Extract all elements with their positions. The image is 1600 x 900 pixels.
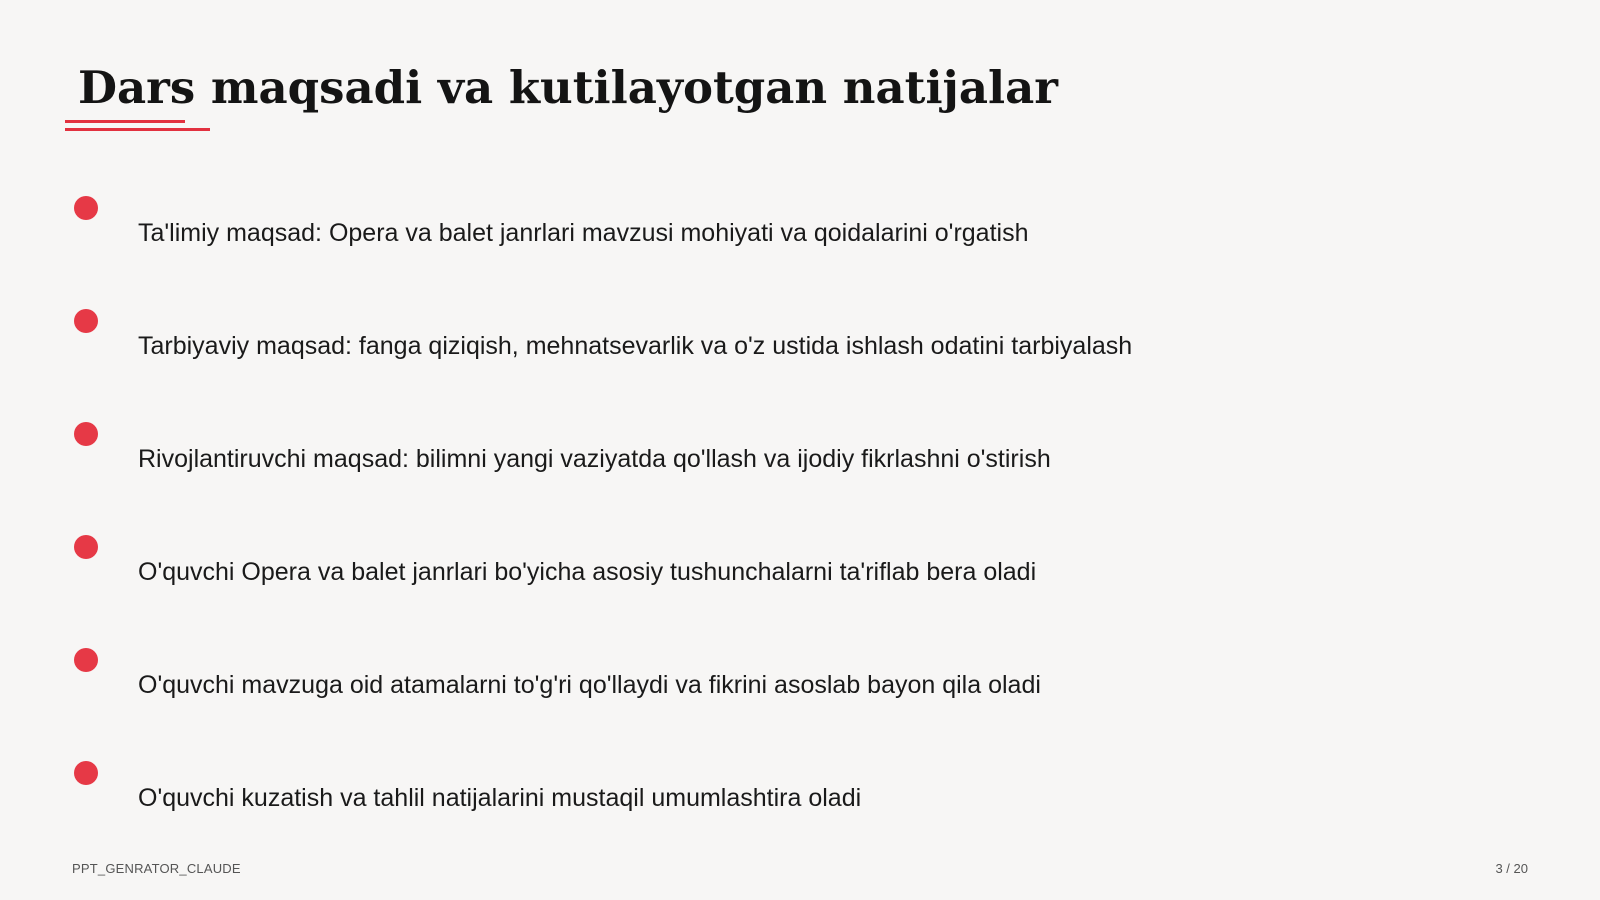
bullet-dot-icon — [74, 309, 98, 333]
bullet-item — [0, 761, 1600, 851]
bullet-text: O'quvchi Opera va balet janrlari bo'yicha asosiy tushunchalarni ta'riflab bera oladi — [138, 558, 1037, 586]
slide-title: Dars maqsadi va kutilayotgan natijalar — [78, 61, 1058, 114]
bullet-dot-icon — [74, 648, 98, 672]
bullet-dot-icon — [74, 196, 98, 220]
bullet-item — [0, 648, 1600, 738]
bullet-dot-icon — [74, 761, 98, 785]
footer-source: PPT_GENRATOR_CLAUDE — [72, 861, 241, 876]
bullet-text: Ta'limiy maqsad: Opera va balet janrlari mavzusi mohiyati va qoidalarini o'rgatish — [138, 219, 1029, 247]
bullet-dot-icon — [74, 422, 98, 446]
bullet-text: Tarbiyaviy maqsad: fanga qiziqish, mehnatsevarlik va o'z ustida ishlash odatini tarbiyalash — [138, 332, 1133, 360]
bullet-text: O'quvchi kuzatish va tahlil natijalarini mustaqil umumlashtira oladi — [138, 784, 862, 812]
page-indicator: 3 / 20 — [1495, 861, 1528, 876]
bullet-item — [0, 196, 1600, 286]
bullet-item — [0, 422, 1600, 512]
bullet-text: Rivojlantiruvchi maqsad: bilimni yangi vaziyatda qo'llash va ijodiy fikrlashni o'stirish — [138, 445, 1051, 473]
bullet-dot-icon — [74, 535, 98, 559]
bullet-item — [0, 535, 1600, 625]
bullet-text: O'quvchi mavzuga oid atamalarni to'g'ri qo'llaydi va fikrini asoslab bayon qila oladi — [138, 671, 1041, 699]
bullet-item — [0, 309, 1600, 399]
